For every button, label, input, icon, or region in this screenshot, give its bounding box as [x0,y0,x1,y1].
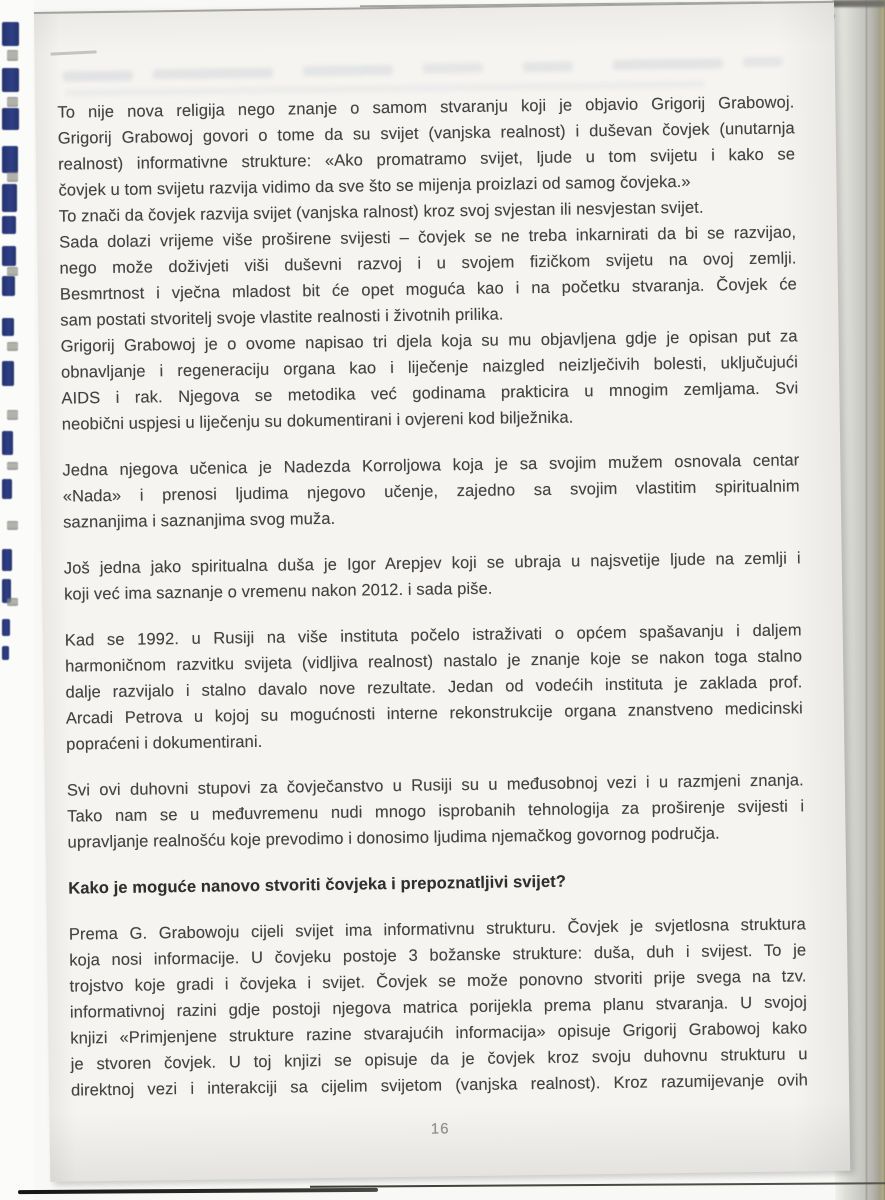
binder-strip [0,0,34,1200]
paragraph [64,545,802,607]
binder-blue-mark [2,646,9,660]
text-line: trojstvo koje gradi i čovjeka i svijet. Čovjek se može ponovno stvoriti prije svega na tzv. [69,967,807,996]
bottom-scan-edge [18,1188,378,1194]
bleed-smudge [743,57,783,68]
paragraph [65,617,804,757]
bottom-scan-edge-tail [310,1182,885,1188]
bleed-smudge [523,61,573,72]
binder-glyph-mark [7,97,18,107]
bleed-smudge [423,63,483,74]
text-line: Svi ovi duhovni stupovi za čovječanstvo u Rusiji su u međusobnoj vezi i u razmjeni znanja. [66,771,804,800]
binder-blue-mark [2,68,19,92]
text-line: Arcadi Petrova u kojoj su mogućnosti interne rekonstrukcije organa znanstveno medicinski [65,699,803,728]
bleed-smudge [63,71,133,82]
bleed-smudge [303,65,393,76]
binder-blue-mark [2,361,14,386]
text-line: koja nosi informacije. U čovjeku postoje 3 božanske strukture: duša, duh i svijest. To je [69,941,807,970]
binder-glyph-mark [7,521,18,530]
binder-blue-mark [2,549,12,571]
text-line: Prema G. Grabowoju cijeli svijet ima informativnu strukturu. Čovjek je svjetlosna struktura [68,915,806,944]
text-line: je stvoren čovjek. U toj knjizi se opisuje da je čovjek kroz svoju duhovnu strukturu u [70,1045,808,1074]
text-line: dalje razvijalo i stalno davalo nove rezultate. Jedan od vodećih instituta je zaklada prof. [65,673,803,702]
page-stack-top-shadow [833,0,885,7]
paragraph [59,219,797,333]
text-line: harmoničnom razvitku svijeta (vidljiva realnost) nastalo je znanje koje se nakon toga stalno [65,647,803,676]
text-line: koji već ima saznanje o vremenu nakon 2012. i sada piše. [64,579,493,604]
binder-blue-mark [2,108,19,130]
text-line: Kad se 1992. u Rusiji na više instituta počelo istraživati o općem spašavanju i daljem [64,621,802,650]
paragraph [62,447,800,535]
binder-blue-mark [2,619,10,636]
text-line: čovjek u tom svijetu razvija vidimo da sve što se mijenja proizlazi od samog čovjeka.» [58,172,691,200]
binder-glyph-mark [7,172,18,182]
bleed-smudge [613,58,723,70]
paragraph [60,323,798,437]
text-line: Kako je moguće nanovo stvoriti čovjeka i prepoznatljivi svijet? [68,872,567,898]
page-number: 16 [430,1120,450,1138]
binder-blue-mark [2,318,14,336]
binder-blue-mark [2,146,18,173]
binder-glyph-mark [7,342,18,351]
text-line: Još jedna jako spiritualna duša je Igor Arepjev koji se ubraja u najsvetije ljude na zemlji i [63,549,801,578]
text-line: Besmrtnost i vječna mladost bit će opet moguća kao i na početku stvaranja. Čovjek će [59,275,798,304]
text-line: realnost) informativne strukture: «Ako promatramo svijet, ljude u tom svijetu i kako se [58,145,796,174]
text-line: obnavljanje i regeneraciju organa kao i liječenje naizgled neizlječivih bolesti, uključujući [60,353,799,382]
text-line: Jedna njegova učenica je Nadezda Korroljowa koja je sa svojim mužem osnovala centar [62,451,800,480]
text-line: sam postati stvoritelj svoje vlastite realnosti i životnih prilika. [60,305,504,330]
text-line: saznanjima i saznanjima svog muža. [63,509,336,532]
binder-glyph-mark [7,410,18,420]
text-block [57,89,809,1147]
text-line: direktnoj vezi i interakciji sa cijelim svijetom (vanjska realnost). Kroz razumijevanje ovih [70,1071,809,1100]
binder-blue-mark [2,479,12,499]
text-line: «Nada» i prenosi ljudima njegovo učenje, zajedno sa svojim vlastitim spiritualnim [62,477,800,506]
bleed-smudge [153,68,273,80]
binder-blue-mark [2,22,19,46]
page-sheet [34,1,850,1182]
binder-glyph-mark [7,598,18,606]
binder-blue-mark [2,276,15,296]
binder-glyph-mark [7,462,18,470]
text-line: AIDS i rak. Njegova se metodika već godinama prakticira u mnogim zemljama. Svi [61,379,799,408]
binder-blue-mark [2,431,13,455]
binder-glyph-mark [7,267,18,276]
paragraph [57,89,795,203]
paragraph [69,911,808,1103]
section-heading [68,865,805,901]
text-line: nego može doživjeti viši duševni razvoj i u svojem fizičkom svijetu na ovoj zemlji. [59,249,797,278]
binder-blue-mark [2,184,17,212]
text-line: knjizi «Primjenjene strukture razine stvarajućih informacija» opisuje Grigorij Grabowoj kako [70,1019,808,1048]
text-line: popraćeni i dokumentirani. [66,732,263,754]
text-line: Sada dolazi vrijeme više proširene svijesti – čovjek se ne treba inkarnirati da bi se razvijao, [59,223,797,252]
text-line: Grigorij Grabowoj govori o tome da su svijet (vanjska realnost) i duševan čovjek (unutarnja [57,119,795,148]
binder-glyph-mark [7,50,18,61]
text-line: informativnoj razini gdje postoji njegova matrica porijekla prema planu stvaranja. U svojoj [69,993,808,1022]
binder-blue-mark [2,216,16,234]
binder-blue-mark [2,246,16,266]
text-line: Grigorij Grabowoj je o ovome napisao tri djela koja su mu objavljena gdje je opisan put za [60,327,798,356]
paragraph [67,767,805,855]
text-line: To nije nova religija nego znanje o samom stvaranju koji je objavio Grigorij Grabowoj. [57,93,795,122]
text-line: neobični uspjesi u liječenju su dokumentirani i ovjereni kod bilježnika. [61,408,574,434]
text-line: upravljanje realnošću koje prevodimo i donosimo ljudima njemačkog govornog područja. [67,824,720,852]
text-line: To znači da čovjek razvija svijet (vanjska ralnost) kroz svoj svjestan ili nesvjestan svijet. [58,198,704,226]
text-line: Tako nam se u međuvremenu nudi mnogo isprobanih tehnologija za proširenje svijesti i [67,797,805,826]
stray-mark [51,50,97,55]
